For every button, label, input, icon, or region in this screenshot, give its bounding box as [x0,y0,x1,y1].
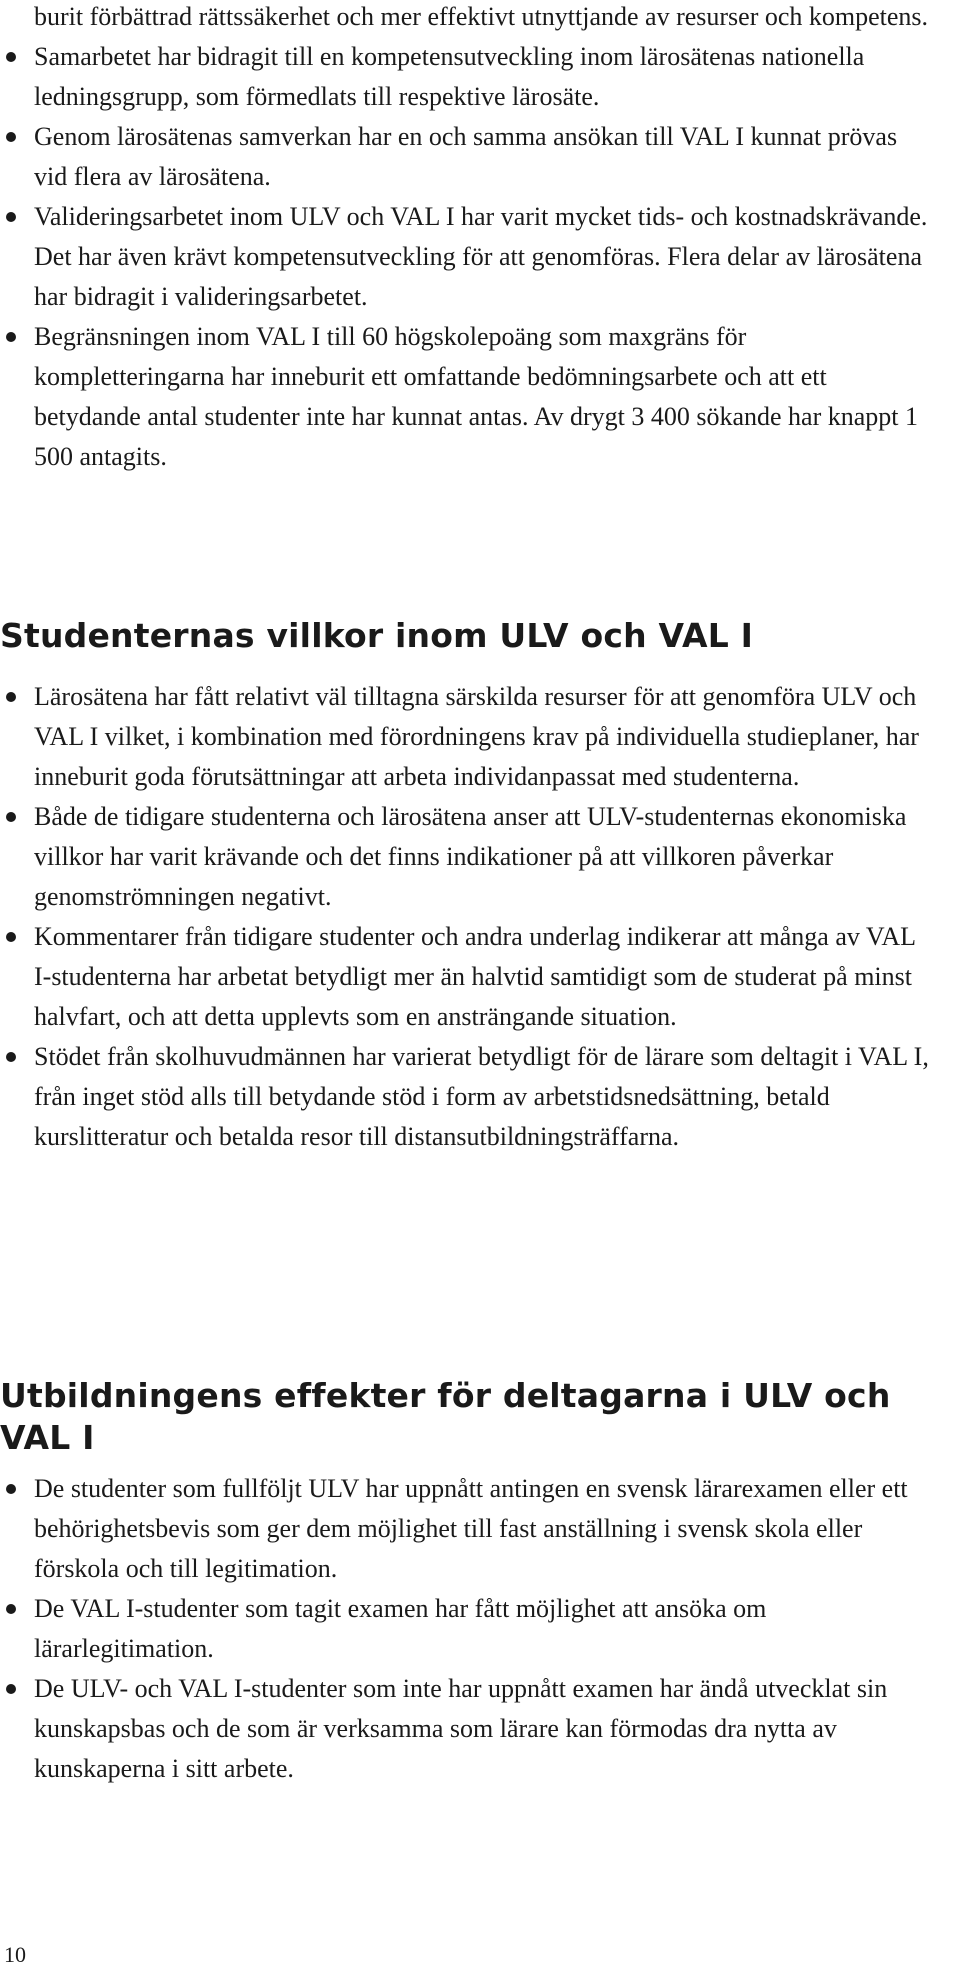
bullet-icon [6,692,16,702]
list-item [0,1469,935,1589]
bullet-icon [6,52,16,62]
list-item-text: De VAL I-studenter som tagit examen har fått möjlighet att ansöka om lärarlegitimation. [34,1594,767,1663]
list-item-text: De studenter som fullföljt ULV har uppnått antingen en svensk lärarexamen eller ett behörighetsbevis som ger dem möjlighet till fast anställning i svensk skola eller förskola och till legitimation. [34,1474,908,1583]
list-item-text: Lärosätena har fått relativt väl tilltagna särskilda resurser för att genomföra ULV och VAL I vilket, i kombination med förordningens krav på individuella studieplaner, har inneburit goda förutsättningar att arbeta individanpassat med studenterna. [34,682,919,791]
list-item [0,677,935,797]
list-item-text: Stödet från skolhuvudmännen har varierat betydligt för de lärare som deltagit i VAL I, från inget stöd alls till betydande stöd i form av arbetstidsnedsättning, betald kurslitteratur och betalda resor till distansutbildningsträffarna. [34,1042,929,1151]
section-heading: Utbildningens effekter för deltagarna i ULV och VAL I [0,1376,891,1457]
continuation-lead-text: burit förbättrad rättssäkerhet och mer effektivt utnyttjande av resurser och kompetens. [34,2,929,31]
section-heading: Studenternas villkor inom ULV och VAL I [0,616,754,655]
list-item [0,37,935,117]
list-item [0,197,935,317]
bullet-icon [6,1484,16,1494]
bullet-icon [6,812,16,822]
bullet-icon [6,1684,16,1694]
bullet-icon [6,132,16,142]
bullet-icon [6,212,16,222]
list-item-text: Kommentarer från tidigare studenter och andra underlag indikerar att många av VAL I-studenterna har arbetat betydligt mer än halvtid samtidigt som de studerat på minst halvfart, och att detta upplevts som en ansträngande situation. [34,922,916,1031]
list-item-text: De ULV- och VAL I-studenter som inte har uppnått examen har ändå utvecklat sin kunskapsbas och de som är verksamma som lärare kan förmodas dra nytta av kunskaperna i sitt arbete. [34,1674,888,1783]
page-number: 10 [4,1942,26,1967]
bullet-icon [6,932,16,942]
list-item [0,1589,935,1669]
list-item-text: Genom lärosätenas samverkan har en och samma ansökan till VAL I kunnat prövas vid flera av lärosätena. [34,122,898,191]
section-utbildningens-effekter [0,1375,935,1789]
continuation-bullet-list [0,37,935,477]
bullet-icon [6,1052,16,1062]
list-item [0,917,935,1037]
list-item-text: Valideringsarbetet inom ULV och VAL I har varit mycket tids- och kostnadskrävande. Det har även krävt kompetensutveckling för att genomföras. Flera delar av lärosätena har bidragit i valideringsarbetet. [34,202,928,311]
list-item-text: Samarbetet har bidragit till en kompetensutveckling inom lärosätenas nationella ledningsgrupp, som förmedlats till respektive lärosäte. [34,42,865,111]
list-item-text: Begränsningen inom VAL I till 60 högskolepoäng som maxgräns för kompletteringarna har inneburit ett omfattande bedömningsarbete och att ett betydande antal studenter inte har kunnat antas. Av drygt 3 400 sökande har knappt 1 500 antagits. [34,322,918,471]
continuation-block [0,0,935,477]
list-item [0,117,935,197]
section-studenternas-villkor [0,615,935,1157]
bullet-icon [6,1604,16,1614]
list-item [0,1669,935,1789]
list-item [0,317,935,477]
section-bullet-list [0,677,935,1157]
list-item [0,797,935,917]
section-bullet-list [0,1469,935,1789]
bullet-icon [6,332,16,342]
list-item [0,1037,935,1157]
list-item-text: Både de tidigare studenterna och lärosätena anser att ULV-studenternas ekonomiska villkor har varit krävande och det finns indikationer på att villkoren påverkar genomströmningen negativt. [34,802,907,911]
